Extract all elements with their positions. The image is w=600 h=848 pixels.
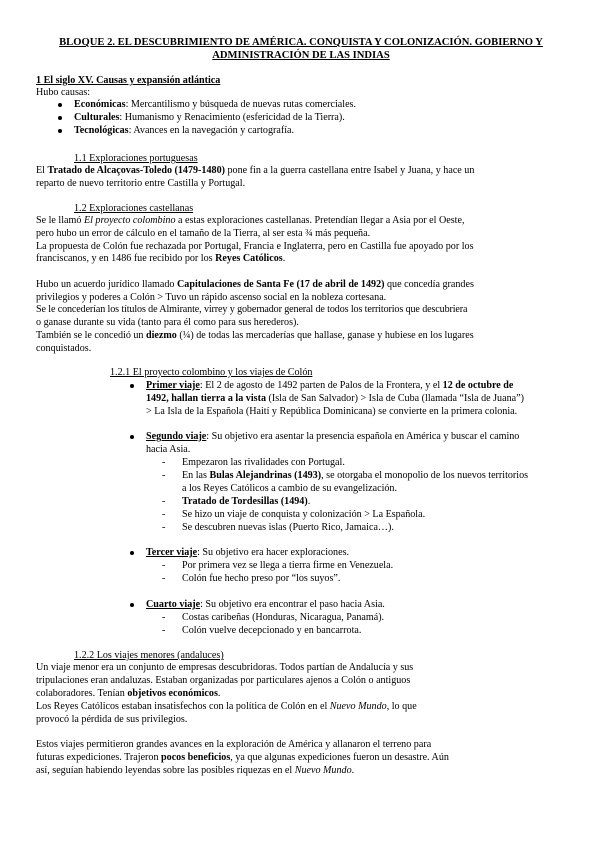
s122-line-6: Estos viajes permitieron grandes avances en la exploración de América y allanaron el terreno para [36,739,432,750]
s12-p3-line-2: privilegios y poderes a Colón > Tuvo un rápido ascenso social en la nobleza cortesana. [36,292,387,303]
dash-icon: - [162,496,166,507]
voyage-3-item-2: Colón fue hecho preso por “los suyos”. [182,573,341,584]
s122-line-4: Los Reyes Católicos estaban insatisfechos con la política de Colón en el Nuevo Mundo, lo que [36,701,417,712]
voyage-1-line-1: Primer viaje: El 2 de agosto de 1492 parten de Palos de la Frontera, y el 12 de octubre de [146,380,514,391]
voyage-2-item-2-line-2: a los Reyes Católicos a cambio de su evangelización. [182,483,397,494]
s12-p3-line-5: También se le concedió un diezmo (¼) de todas las mercaderías que hallase, ganase y hubiese en los lugares [36,330,474,341]
title-line-2: ADMINISTRACIÓN DE LAS INDIAS [212,49,390,61]
dash-icon: - [162,457,166,468]
s11-line-2: reparto de nuevo territorio entre Castilla y Portugal. [36,178,246,189]
voyage-2-line-2: hacia Asia. [146,444,191,455]
s12-p3-line-4: o ganase durante su vida (tanto para él como para sus herederos). [36,317,299,328]
bullet-icon [58,129,62,133]
bullet-icon [58,116,62,120]
cause-economic: Económicas: Mercantilismo y búsqueda de nuevas rutas comerciales. [74,99,356,110]
cause-technological: Tecnológicas: Avances en la navegación y cartografía. [74,125,295,136]
s122-line-5: provocó la pérdida de sus privilegios. [36,714,188,725]
section-1-1-heading: 1.1 Exploraciones portuguesas [74,153,198,164]
bullet-icon [130,384,134,388]
voyage-2-item-1: Empezaron las rivalidades con Portugal. [182,457,345,468]
s122-line-2: tripulaciones eran andaluzas. Estaban organizadas por particulares ajenos a Colón o antiguos [36,675,411,686]
section-1-2-1-heading: 1.2.1 El proyecto colombino y los viajes de Colón [110,367,313,378]
s12-p2-line-1: La propuesta de Colón fue rechazada por Portugal, Francia e Inglaterra, pero en Castilla fue apoyado por los [36,241,474,252]
bullet-icon [130,435,134,439]
causes-intro: Hubo causas: [36,87,91,98]
voyage-4-item-2: Colón vuelve decepcionado y en bancarrota. [182,625,362,636]
voyage-2-item-4: Se hizo un viaje de conquista y colonización > La Española. [182,509,426,520]
voyage-4-line-1: Cuarto viaje: Su objetivo era encontrar el paso hacia Asia. [146,599,385,610]
voyage-1-line-3: > La Isla de la Española (Haití y República Dominicana) se convierte en la primera colonia. [146,406,518,417]
s122-line-8: así, seguían habiendo leyendas sobre las posibles riquezas en el Nuevo Mundo. [36,765,355,776]
voyage-1-line-2: 1492, hallan tierra a la vista (Isla de San Salvador) > Isla de Cuba (llamada “Isla de Juana”) [146,393,524,404]
dash-icon: - [162,573,166,584]
s12-p3-line-6: conquistados. [36,343,92,354]
s12-p1-line-1: Se le llamó El proyecto colombino a estas exploraciones castellanas. Pretendían llegar a Asia por el Oeste, [36,215,465,226]
s12-p3-line-3: Se le concederían los títulos de Almirante, virrey y gobernador general de todos los territorios que descubriera [36,304,468,315]
voyage-3-item-1: Por primera vez se llega a tierra firme en Venezuela. [182,560,394,571]
section-1-2-2-heading: 1.2.2 Los viajes menores (andaluces) [74,650,224,661]
s12-p1-line-2: pero hubo un error de cálculo en el tamaño de la Tierra, al ser esta ¾ más pequeña. [36,228,371,239]
section-1-heading: 1 El siglo XV. Causas y expansión atlántica [36,75,221,86]
document-title [40,37,562,62]
section-1-2-heading: 1.2 Exploraciones castellanas [74,203,194,214]
s12-p2-line-2: franciscanos, y en 1486 fue recibido por los Reyes Católicos. [36,253,286,264]
voyage-2-item-2: En las Bulas Alejandrinas (1493), se otorgaba el monopolio de los nuevos territorios [182,470,529,481]
dash-icon: - [162,470,166,481]
dash-icon: - [162,625,166,636]
dash-icon: - [162,509,166,520]
title-line-1: BLOQUE 2. EL DESCUBRIMIENTO DE AMÉRICA. CONQUISTA Y COLONIZACIÓN. GOBIERNO Y [59,37,543,48]
bullet-icon [130,603,134,607]
dash-icon: - [162,560,166,571]
bullet-icon [130,551,134,555]
s122-line-7: futuras expediciones. Trajeron pocos beneficios, ya que algunas expediciones fueron un desastre. Aún [36,752,449,763]
s122-line-1: Un viaje menor era un conjunto de empresas descubridoras. Todos partían de Andalucía y sus [36,662,414,673]
cause-cultural: Culturales: Humanismo y Renacimiento (esfericidad de la Tierra). [74,112,345,123]
s11-line-1: El Tratado de Alcaçovas-Toledo (1479-1480) pone fin a la guerra castellana entre Isabel y Juana, y hace un [36,165,475,176]
s12-p3-line-1: Hubo un acuerdo jurídico llamado Capitulaciones de Santa Fe (17 de abril de 1492) que concedía grandes [36,279,474,290]
voyage-3-line-1: Tercer viaje: Su objetivo era hacer exploraciones. [146,547,350,558]
voyage-2-line-1: Segundo viaje: Su objetivo era asentar la presencia española en América y buscar el camino [146,431,520,442]
bullet-icon [58,103,62,107]
voyage-2-item-3: Tratado de Tordesillas (1494). [182,496,311,507]
s122-line-3: colaboradores. Tenían objetivos económicos. [36,688,221,699]
dash-icon: - [162,522,166,533]
voyage-2-item-5: Se descubren nuevas islas (Puerto Rico, Jamaica…). [182,522,394,533]
dash-icon: - [162,612,166,623]
voyage-4-item-1: Costas caribeñas (Honduras, Nicaragua, Panamá). [182,612,385,623]
